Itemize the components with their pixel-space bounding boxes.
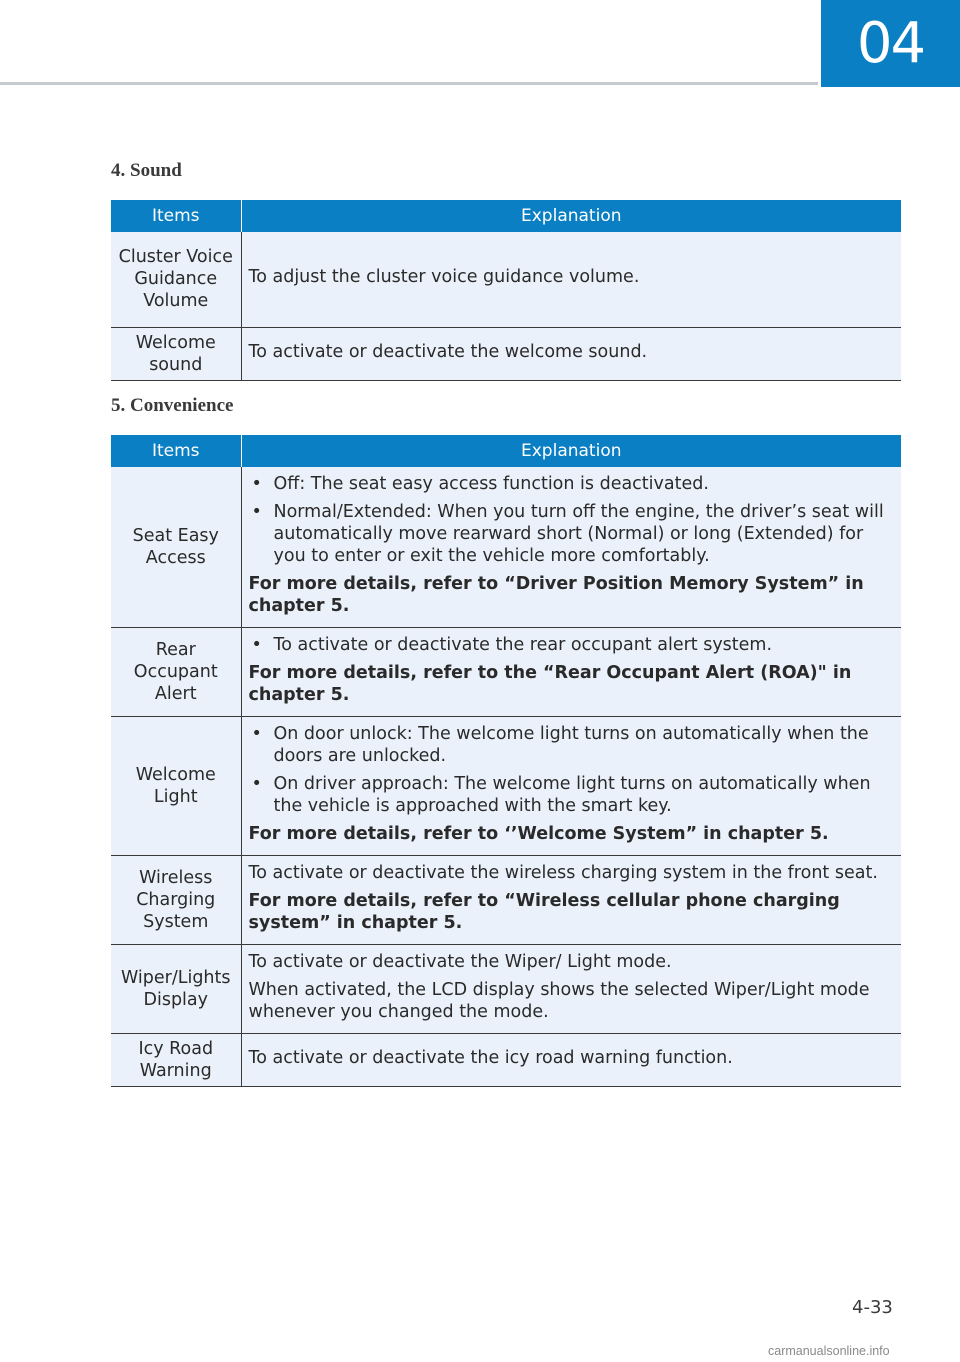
table-header-row bbox=[111, 435, 901, 467]
table-header-row bbox=[111, 200, 901, 232]
explanation-cell bbox=[241, 1034, 901, 1087]
reference-note: For more details, refer to “Wireless cellular phone charging system” in chapter 5. bbox=[248, 891, 840, 933]
item-name-cell: Icy Road Warning bbox=[111, 1034, 241, 1087]
item-name-cell: Cluster Voice Guidance Volume bbox=[111, 232, 241, 327]
table-row bbox=[111, 945, 901, 1034]
explanation-cell bbox=[241, 945, 901, 1034]
table-row bbox=[111, 327, 901, 380]
item-name-cell: Seat Easy Access bbox=[111, 467, 241, 628]
table-row bbox=[111, 628, 901, 717]
column-header-explanation: Explanation bbox=[241, 435, 901, 467]
explanation-cell bbox=[241, 232, 901, 327]
table-row bbox=[111, 232, 901, 327]
item-name-cell: Welcome sound bbox=[111, 327, 241, 380]
table-row bbox=[111, 467, 901, 628]
section-heading-convenience: 5. Convenience bbox=[111, 395, 234, 416]
item-name-cell: Wiper/Lights Display bbox=[111, 945, 241, 1034]
bullet-item bbox=[249, 473, 896, 495]
reference-note: For more details, refer to ‘’Welcome System” in chapter 5. bbox=[248, 824, 829, 844]
explanation-text: When activated, the LCD display shows the selected Wiper/Light mode whenever you changed the mode. bbox=[248, 980, 870, 1022]
chapter-tab: 04 bbox=[821, 0, 960, 87]
page-number: 4-33 bbox=[852, 1297, 893, 1318]
bullet-dot-icon: • bbox=[251, 474, 262, 494]
bullet-dot-icon: • bbox=[251, 635, 262, 655]
explanation-text: To activate or deactivate the icy road warning function. bbox=[248, 1048, 733, 1068]
table-row bbox=[111, 1034, 901, 1087]
bullet-item bbox=[249, 773, 896, 817]
bullet-dot-icon: • bbox=[251, 774, 262, 794]
bullet-dot-icon: • bbox=[251, 502, 262, 522]
explanation-cell bbox=[241, 628, 901, 717]
explanation-cell bbox=[241, 327, 901, 380]
column-header-explanation: Explanation bbox=[241, 200, 901, 232]
bullet-text: On driver approach: The welcome light turns on automatically when the vehicle is approached with the smart key. bbox=[273, 774, 871, 816]
sound-table bbox=[111, 200, 901, 381]
reference-note: For more details, refer to “Driver Position Memory System” in chapter 5. bbox=[248, 574, 864, 616]
explanation-cell bbox=[241, 856, 901, 945]
reference-note: For more details, refer to the “Rear Occupant Alert (ROA)" in chapter 5. bbox=[248, 663, 852, 705]
explanation-text: To activate or deactivate the wireless charging system in the front seat. bbox=[248, 863, 878, 883]
table-row bbox=[111, 856, 901, 945]
explanation-text: To activate or deactivate the Wiper/ Light mode. bbox=[248, 952, 672, 972]
bullet-text: Off: The seat easy access function is deactivated. bbox=[273, 474, 709, 494]
bullet-text: Normal/Extended: When you turn off the engine, the driver’s seat will automatically move rearward short (Normal) or long (Extended) for you to enter or exit the vehicle more comfortably. bbox=[273, 502, 884, 566]
bullet-text: On door unlock: The welcome light turns on automatically when the doors are unlocked. bbox=[273, 724, 869, 766]
item-name-cell: Wireless Charging System bbox=[111, 856, 241, 945]
explanation-cell bbox=[241, 467, 901, 628]
watermark: carmanualsonline.info bbox=[768, 1344, 890, 1358]
bullet-dot-icon: • bbox=[251, 724, 262, 744]
explanation-text: To adjust the cluster voice guidance volume. bbox=[248, 267, 640, 288]
header-rule bbox=[0, 82, 818, 85]
explanation-cell bbox=[241, 717, 901, 856]
item-name-cell: Rear Occupant Alert bbox=[111, 628, 241, 717]
column-header-items: Items bbox=[111, 435, 241, 467]
bullet-text: To activate or deactivate the rear occupant alert system. bbox=[273, 635, 773, 655]
bullet-item bbox=[249, 634, 896, 656]
bullet-item bbox=[249, 501, 896, 567]
table-row bbox=[111, 717, 901, 856]
convenience-table bbox=[111, 435, 901, 1087]
item-name-cell: Welcome Light bbox=[111, 717, 241, 856]
section-heading-sound: 4. Sound bbox=[111, 160, 182, 181]
column-header-items: Items bbox=[111, 200, 241, 232]
bullet-item bbox=[249, 723, 896, 767]
explanation-text: To activate or deactivate the welcome sound. bbox=[248, 341, 648, 362]
